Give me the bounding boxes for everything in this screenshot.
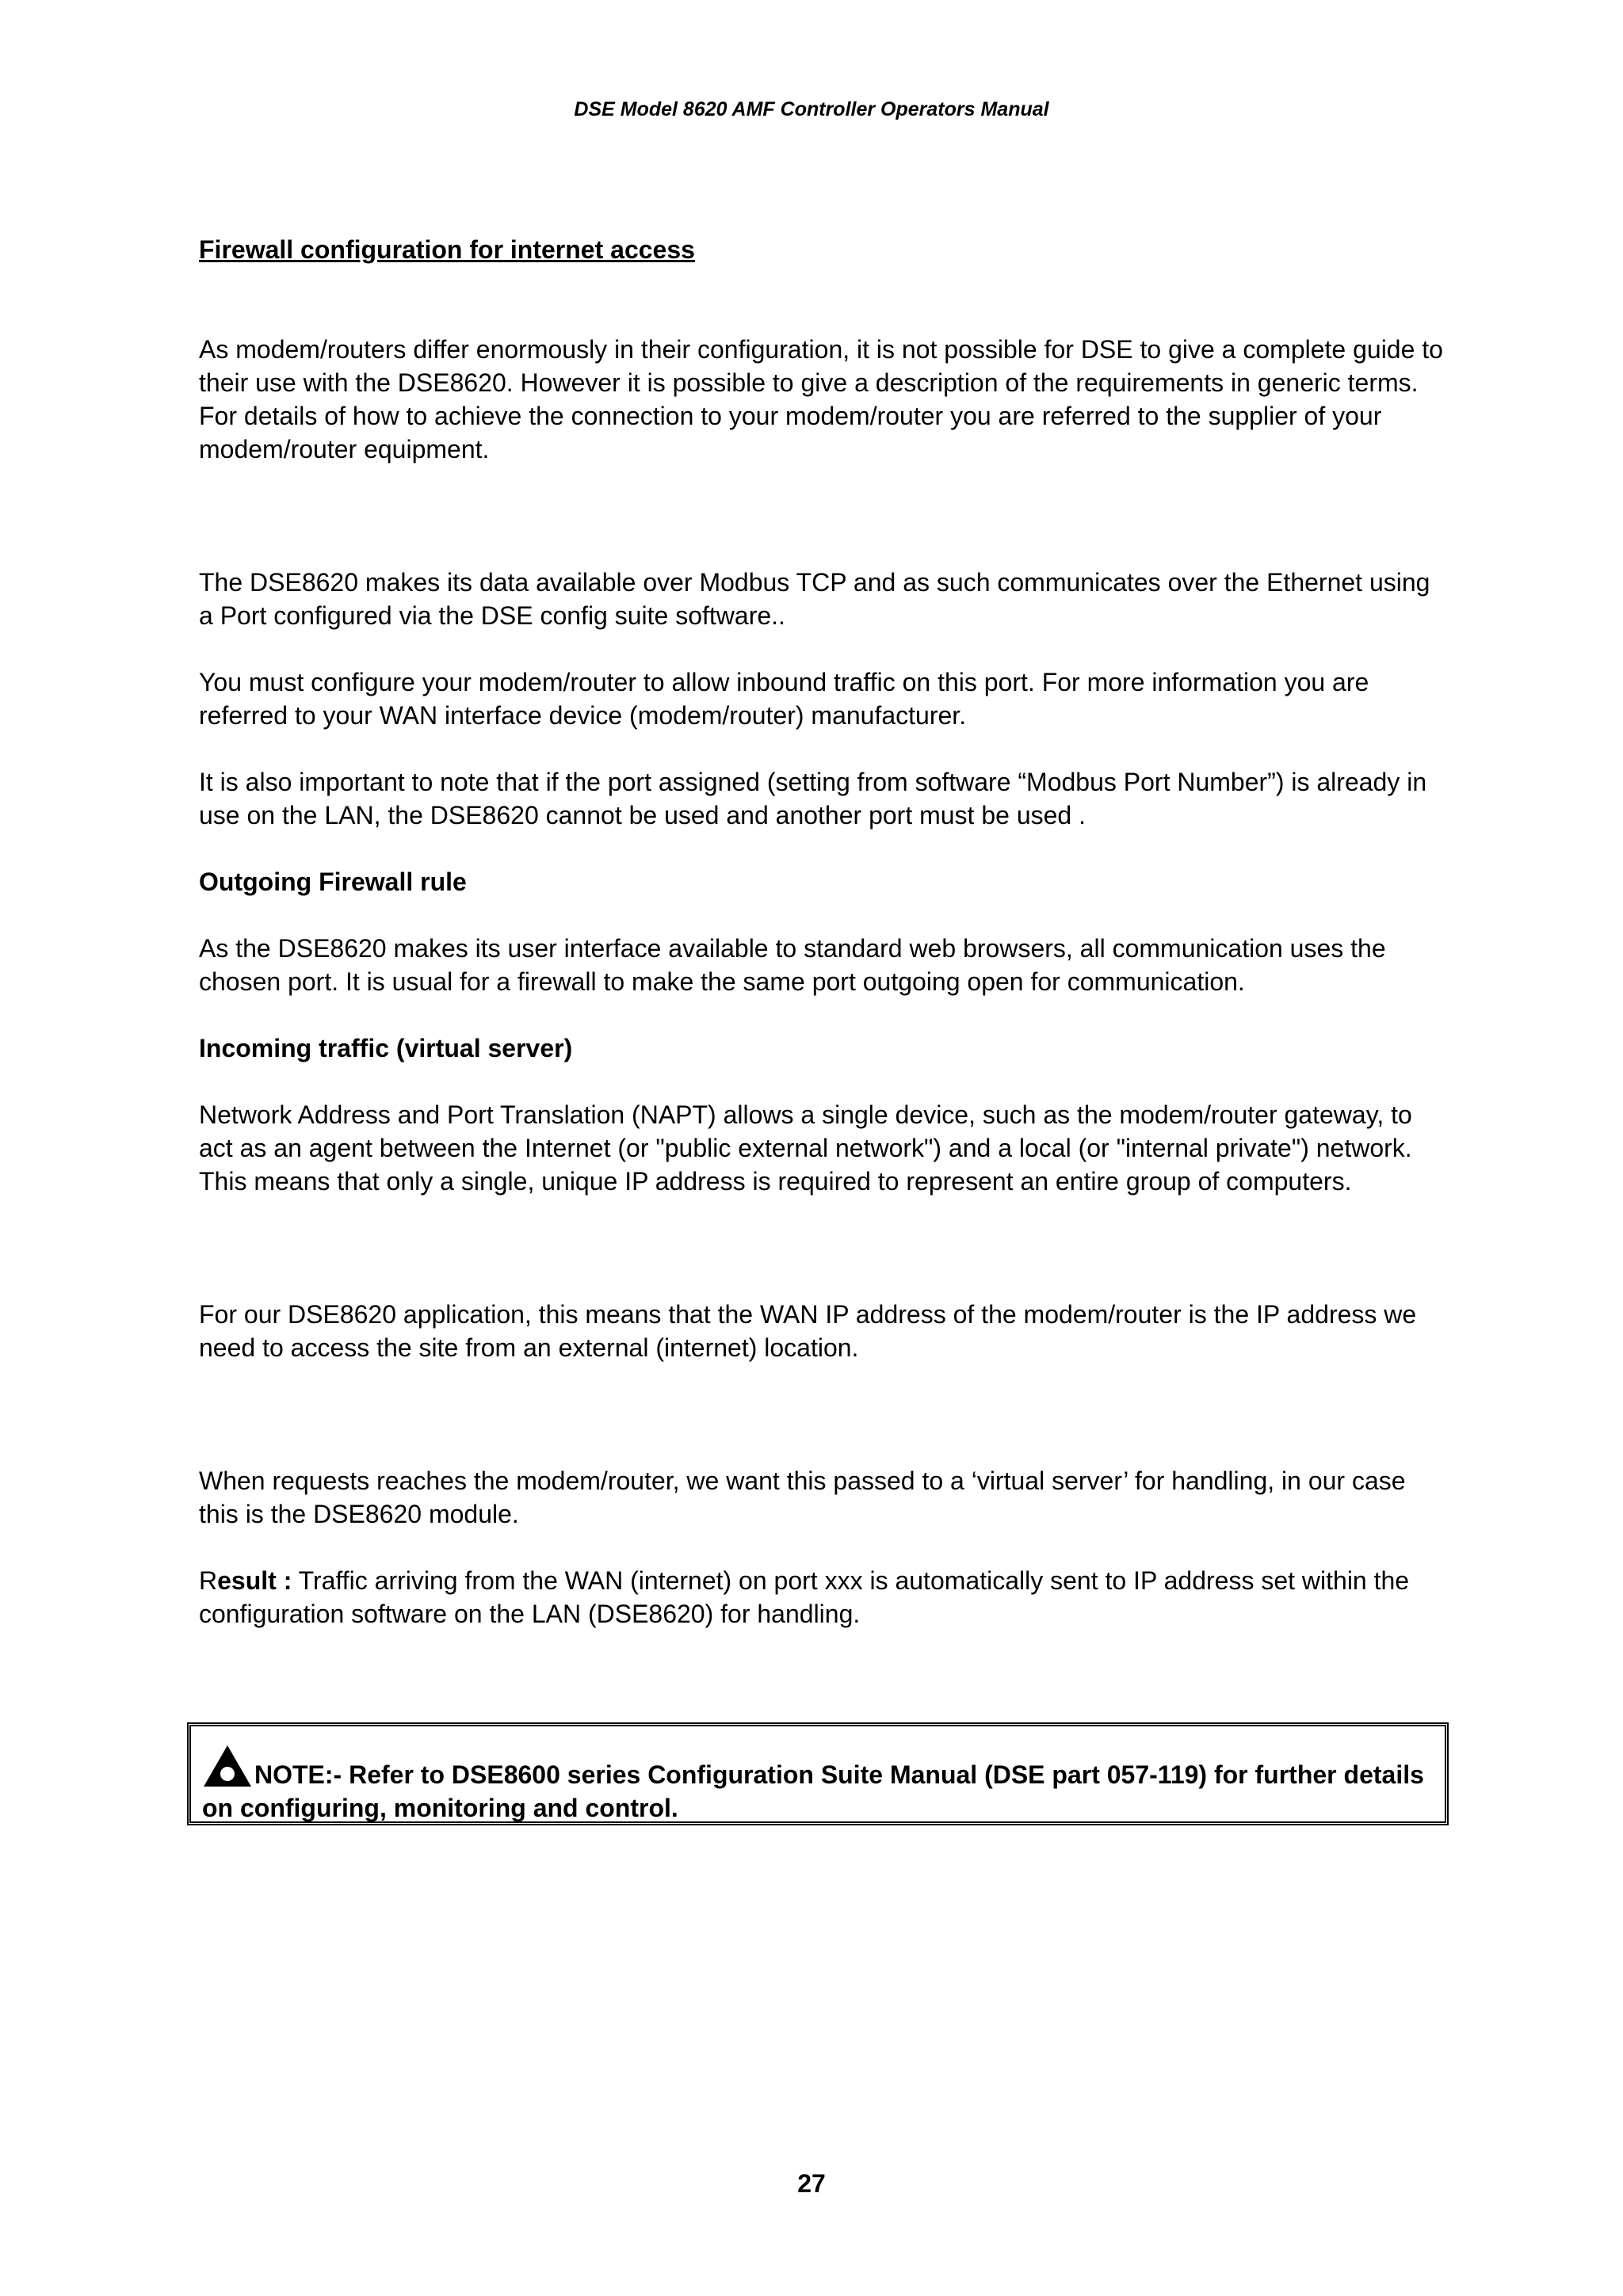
result-prefix-plain: R (199, 1566, 218, 1595)
page-content (199, 233, 1451, 1630)
warning-triangle-icon (202, 1744, 253, 1788)
note-text: NOTE:- Refer to DSE8600 series Configuration Suite Manual (DSE part 057-119) for further details on configuring, monitoring and control. (202, 1760, 1424, 1822)
incoming-virtual-server: When requests reaches the modem/router, we want this passed to a ‘virtual server’ for handling, in our case this is the DSE8620 module. (199, 1466, 1406, 1528)
outgoing-text: As the DSE8620 makes its user interface available to standard web browsers, all communication uses the chosen port. It is usual for a firewall to make the same port outgoing open for communication. (199, 934, 1386, 996)
result-text: Traffic arriving from the WAN (internet) on port xxx is automatically sent to IP address set within the configuration software on the LAN (DSE8620) for handling. (199, 1566, 1410, 1628)
result-label: esult : (217, 1566, 292, 1595)
incoming-napt: Network Address and Port Translation (NAPT) allows a single device, such as the modem/router gateway, to act as an agent between the Internet (or "public external network") and a local (or "internal private") network. This means that only a single, unique IP address is required to represent an entire group of computers. (199, 1100, 1412, 1196)
paragraph-modbus: The DSE8620 makes its data available over Modbus TCP and as such communicates over the Ethernet using a Port configured via the DSE config suite software.. (199, 568, 1430, 630)
page-header: DSE Model 8620 AMF Controller Operators Manual (574, 98, 1049, 120)
paragraph-intro: As modem/routers differ enormously in their configuration, it is not possible for DSE to give a complete guide to their use with the DSE8620. However it is possible to give a description of the requirements in generic terms. For details of how to achieve the connection to your modem/router you are referred to the supplier of your modem/router equipment. (199, 335, 1443, 463)
paragraph-port-note: It is also important to note that if the port assigned (setting from software “Modbus Port Number”) is already in use on the LAN, the DSE8620 cannot be used and another port must be used . (199, 768, 1427, 830)
note-box (187, 1722, 1449, 1825)
page-number: 27 (797, 2169, 826, 2198)
result-paragraph (199, 1564, 1451, 1630)
paragraph-configure: You must configure your modem/router to allow inbound traffic on this port. For more information you are referred to your WAN interface device (modem/router) manufacturer. (199, 668, 1369, 730)
outgoing-heading: Outgoing Firewall rule (199, 868, 467, 896)
incoming-heading: Incoming traffic (virtual server) (199, 1034, 573, 1062)
section-title: Firewall configuration for internet access (199, 235, 695, 264)
incoming-wan-ip: For our DSE8620 application, this means that the WAN IP address of the modem/router is the IP address we need to access the site from an external (internet) location. (199, 1300, 1417, 1362)
